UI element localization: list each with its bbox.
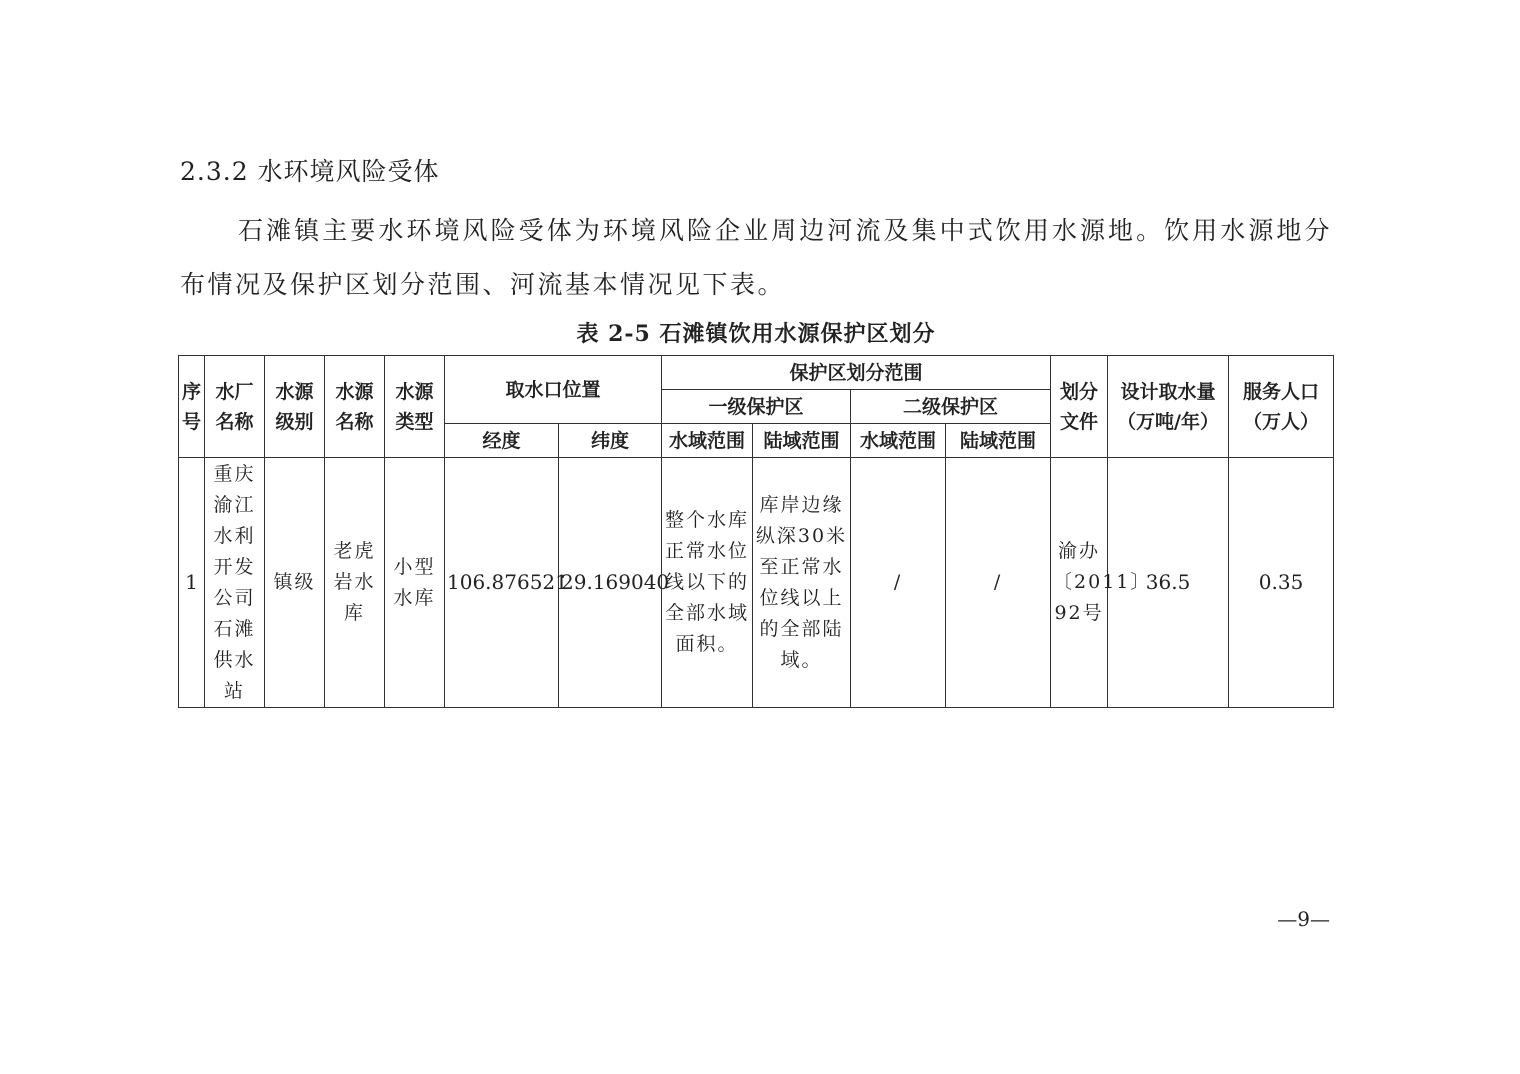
cell-source-level: 镇级 bbox=[265, 458, 325, 708]
cell-longitude: 106.876521 bbox=[445, 458, 559, 708]
table-row bbox=[179, 458, 1334, 708]
header-first-level: 一级保护区 bbox=[662, 390, 851, 424]
header-source-level: 水源级别 bbox=[265, 356, 325, 458]
cell-land-range-1: 库岸边缘纵深30米至正常水位线以上的全部陆域。 bbox=[753, 458, 851, 708]
cell-seq: 1 bbox=[179, 458, 205, 708]
header-division-document: 划分文件 bbox=[1051, 356, 1108, 458]
cell-service-population: 0.35 bbox=[1229, 458, 1334, 708]
header-protection-range: 保护区划分范围 bbox=[662, 356, 1051, 390]
header-intake-location: 取水口位置 bbox=[445, 356, 662, 424]
header-latitude: 纬度 bbox=[559, 424, 662, 458]
header-water-range-1: 水域范围 bbox=[662, 424, 753, 458]
cell-division-document: 渝办〔2011〕92号 bbox=[1051, 458, 1108, 708]
header-source-name: 水源名称 bbox=[325, 356, 385, 458]
cell-plant-name: 重庆渝江水利开发公司石滩供水站 bbox=[205, 458, 265, 708]
cell-land-range-2: / bbox=[946, 458, 1051, 708]
cell-water-range-2: / bbox=[851, 458, 946, 708]
header-source-type: 水源类型 bbox=[385, 356, 445, 458]
page-number: —9— bbox=[1277, 907, 1330, 931]
water-source-protection-table bbox=[178, 355, 1334, 708]
header-second-level: 二级保护区 bbox=[851, 390, 1051, 424]
intro-paragraph: 石滩镇主要水环境风险受体为环境风险企业周边河流及集中式饮用水源地。饮用水源地分布情况及保护区划分范围、河流基本情况见下表。 bbox=[180, 216, 1332, 299]
cell-latitude: 29.169040 bbox=[559, 458, 662, 708]
header-service-population: 服务人口（万人） bbox=[1229, 356, 1334, 458]
header-land-range-2: 陆域范围 bbox=[946, 424, 1051, 458]
section-heading: 2.3.2 水环境风险受体 bbox=[180, 157, 440, 186]
header-land-range-1: 陆域范围 bbox=[753, 424, 851, 458]
header-longitude: 经度 bbox=[445, 424, 559, 458]
header-water-range-2: 水域范围 bbox=[851, 424, 946, 458]
header-seq: 序号 bbox=[179, 356, 205, 458]
cell-source-type: 小型水库 bbox=[385, 458, 445, 708]
table-caption: 表 2-5 石滩镇饮用水源保护区划分 bbox=[576, 321, 936, 347]
header-row-1 bbox=[179, 356, 1334, 390]
header-plant-name: 水厂名称 bbox=[205, 356, 265, 458]
cell-source-name: 老虎岩水库 bbox=[325, 458, 385, 708]
cell-design-intake: 36.5 bbox=[1108, 458, 1229, 708]
header-design-intake: 设计取水量（万吨/年） bbox=[1108, 356, 1229, 458]
cell-water-range-1: 整个水库正常水位线以下的全部水域面积。 bbox=[662, 458, 753, 708]
